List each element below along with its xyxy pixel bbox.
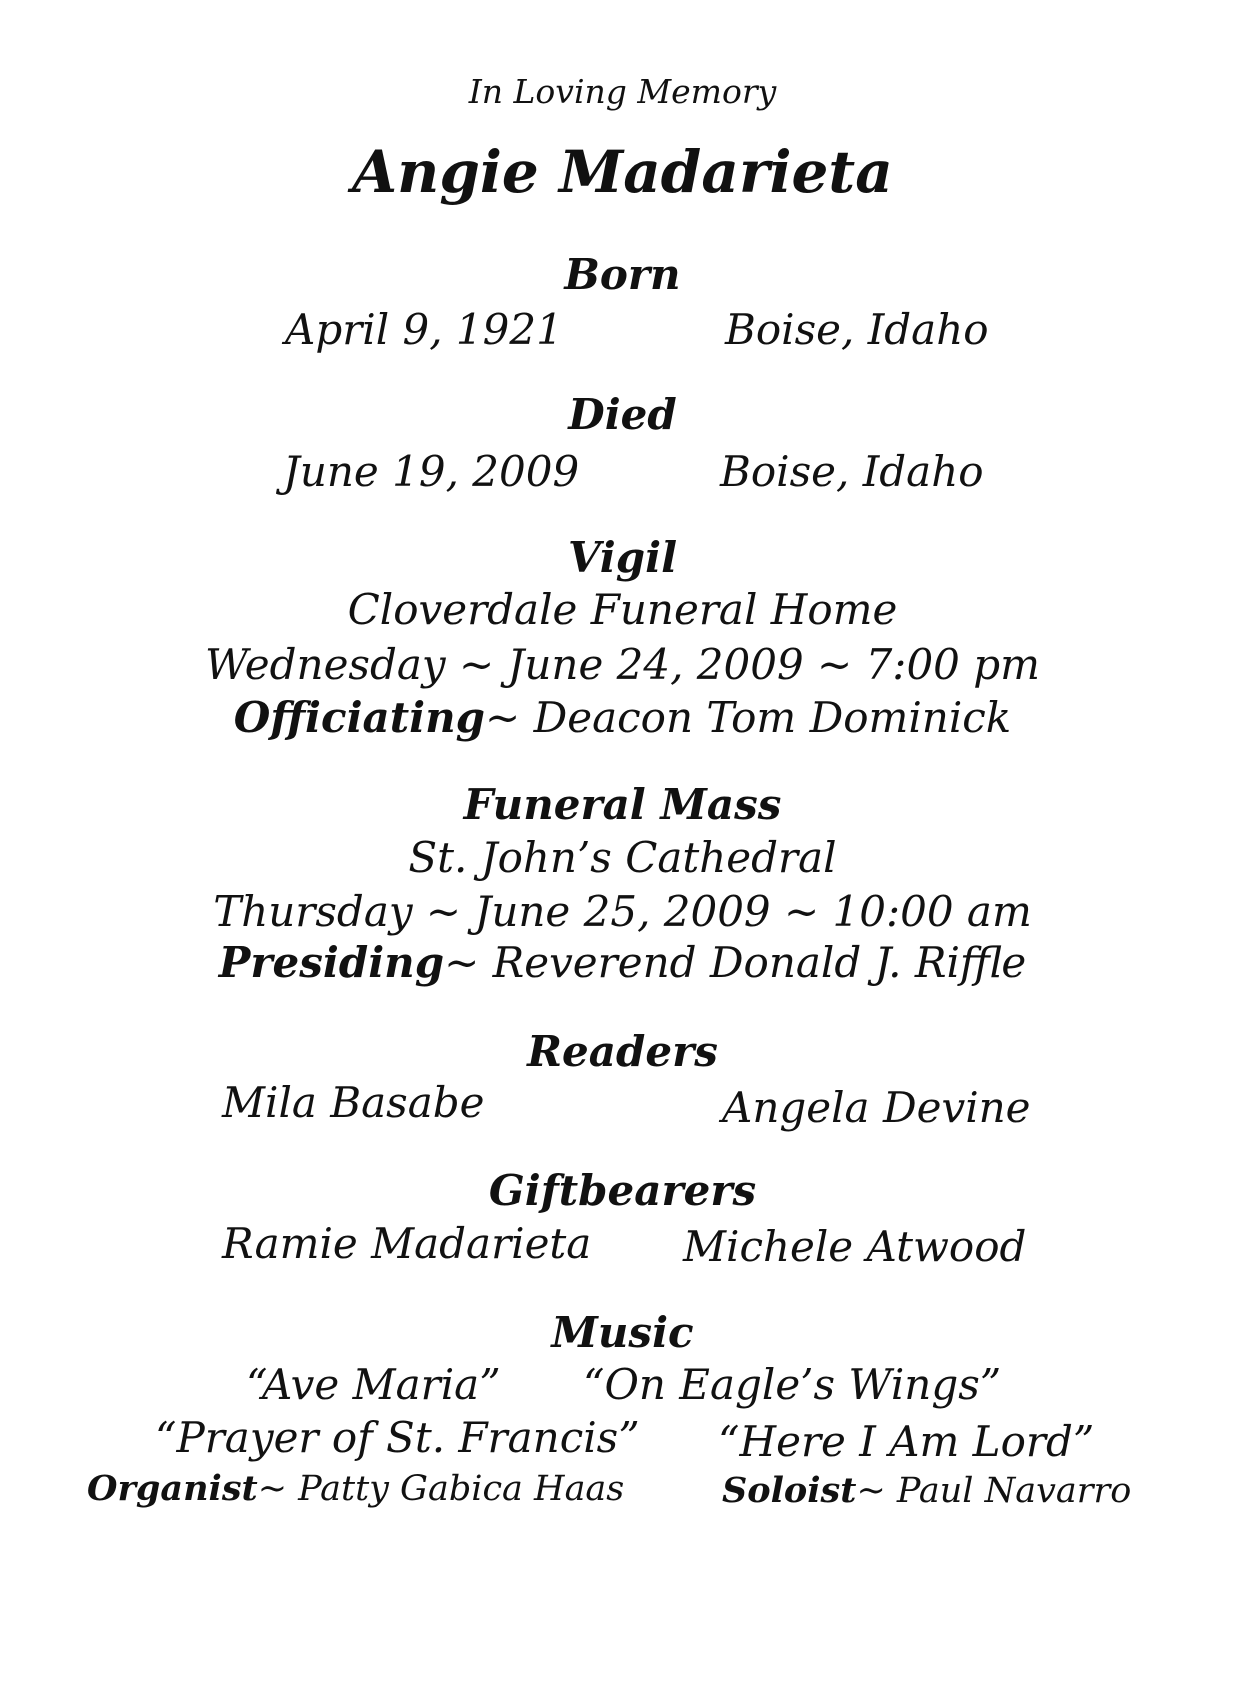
organist-line bbox=[87, 1468, 624, 1509]
presider-name: ~ Reverend Donald J. Riffle bbox=[444, 938, 1027, 987]
readers-heading: Readers bbox=[527, 1027, 718, 1076]
died-date: June 19, 2009 bbox=[283, 447, 580, 496]
born-date: April 9, 1921 bbox=[285, 305, 563, 354]
reader-name: Angela Devine bbox=[722, 1083, 1031, 1132]
reader-name: Mila Basabe bbox=[222, 1078, 485, 1127]
organist-name: ~ Patty Gabica Haas bbox=[257, 1469, 625, 1509]
funeral-mass-heading: Funeral Mass bbox=[463, 780, 782, 829]
music-heading: Music bbox=[551, 1308, 694, 1357]
officiant-name: ~ Deacon Tom Dominick bbox=[485, 693, 1012, 742]
died-heading: Died bbox=[568, 390, 677, 439]
born-heading: Born bbox=[564, 250, 681, 299]
vigil-officiant-line bbox=[0, 693, 1245, 742]
vigil-heading: Vigil bbox=[567, 533, 678, 582]
funeral-mass-datetime: Thursday ~ June 25, 2009 ~ 10:00 am bbox=[213, 887, 1032, 936]
song-title: “Here I Am Lord” bbox=[718, 1417, 1095, 1466]
vigil-location: Cloverdale Funeral Home bbox=[347, 585, 898, 634]
memorial-line: In Loving Memory bbox=[468, 72, 777, 111]
song-title: “Ave Maria” bbox=[246, 1360, 501, 1409]
presiding-label: Presiding bbox=[218, 938, 445, 987]
soloist-label: Soloist bbox=[722, 1470, 857, 1511]
died-place: Boise, Idaho bbox=[720, 447, 984, 496]
giftbearers-heading: Giftbearers bbox=[488, 1166, 757, 1215]
giftbearer-name: Ramie Madarieta bbox=[222, 1219, 592, 1268]
soloist-name: ~ Paul Navarro bbox=[856, 1471, 1132, 1511]
song-title: “On Eagle’s Wings” bbox=[583, 1360, 1002, 1409]
funeral-mass-presider-line bbox=[0, 938, 1245, 987]
song-title: “Prayer of St. Francis” bbox=[155, 1413, 640, 1462]
vigil-datetime: Wednesday ~ June 24, 2009 ~ 7:00 pm bbox=[205, 640, 1040, 689]
deceased-name: Angie Madarieta bbox=[352, 138, 893, 206]
funeral-mass-location: St. John’s Cathedral bbox=[408, 833, 837, 882]
born-place: Boise, Idaho bbox=[725, 305, 989, 354]
organist-label: Organist bbox=[87, 1468, 258, 1509]
officiating-label: Officiating bbox=[233, 693, 486, 742]
giftbearer-name: Michele Atwood bbox=[683, 1222, 1027, 1271]
soloist-line bbox=[722, 1470, 1131, 1511]
